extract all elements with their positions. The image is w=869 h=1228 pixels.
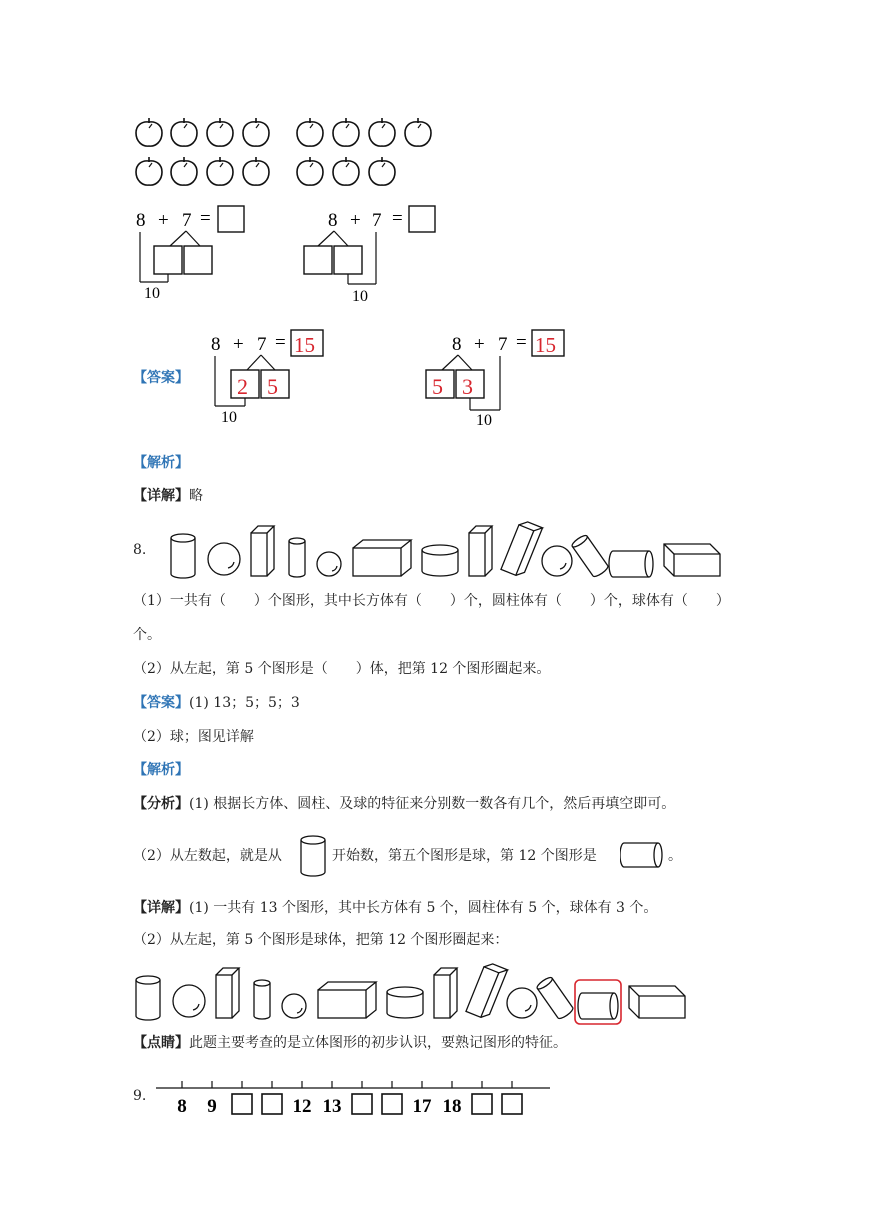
- addend-a: 8: [328, 210, 338, 231]
- plus-sign: +: [158, 210, 169, 231]
- ten-label: 10: [144, 285, 160, 302]
- svg-text:=: =: [516, 332, 527, 353]
- dianjing-label: 【点睛】: [133, 1035, 189, 1051]
- shape-cuboid: [664, 544, 720, 576]
- shape-cuboid: [469, 526, 492, 576]
- detail-label: 【详解】: [133, 488, 189, 504]
- plus-sign: +: [350, 210, 361, 231]
- answer-2: （2）球；图见详解: [133, 729, 254, 745]
- shape-cylinder: [171, 534, 195, 578]
- number-line-blank-box[interactable]: [352, 1094, 372, 1114]
- answer-equation-right: [422, 326, 572, 432]
- fenxi-2-end: 。: [668, 848, 682, 864]
- detail-text: 略: [189, 488, 203, 504]
- ten-label: 10: [352, 288, 368, 305]
- analysis-label: 【解析】: [133, 455, 189, 471]
- split-box-1[interactable]: [304, 246, 332, 274]
- fenxi-1: (1) 根据长方体、圆柱、及球的特征来分别数一数各有几个，然后再填空即可。: [189, 796, 676, 812]
- number-line-blank-box[interactable]: [262, 1094, 282, 1114]
- addend-a: 8: [136, 210, 146, 231]
- addend-b: 7: [182, 210, 192, 231]
- svg-text:7: 7: [257, 334, 267, 355]
- detail-line: [133, 486, 203, 506]
- q8-part1-cont: 个。: [133, 627, 161, 643]
- svg-text:=: =: [275, 332, 286, 353]
- shape-cylinder: [289, 538, 305, 577]
- number-line-label: 18: [442, 1096, 462, 1117]
- answer-equation-left: [205, 326, 335, 430]
- detail-line: [133, 898, 657, 918]
- svg-text:7: 7: [498, 334, 508, 355]
- shape-cylinder: [422, 545, 458, 576]
- shape-sphere: [208, 543, 240, 575]
- dianjing-line: [133, 1033, 567, 1053]
- shape-sphere: [542, 546, 572, 576]
- svg-text:10: 10: [221, 409, 237, 426]
- svg-text:8: 8: [211, 334, 221, 355]
- number-line-blank-box[interactable]: [382, 1094, 402, 1114]
- number-line-blank-box[interactable]: [502, 1094, 522, 1114]
- analysis-label: 【解析】: [133, 762, 189, 778]
- number-line: [150, 1072, 560, 1122]
- shape-cuboid: [251, 526, 274, 576]
- fenxi-2: （2）从左数起，就是从: [133, 848, 282, 864]
- q8-part1: （1）一共有（ ）个图形，其中长方体有（ ）个，圆柱体有（ ）个，球体有（ ）: [133, 593, 730, 609]
- detail-2: （2）从左起，第 5 个图形是球体，把第 12 个图形圈起来：: [133, 932, 509, 948]
- shape-cylinder: [609, 551, 653, 577]
- addend-b: 7: [372, 210, 382, 231]
- sum-box[interactable]: [409, 206, 435, 232]
- split-box-2[interactable]: [184, 246, 212, 274]
- shape-cylinder: [571, 534, 610, 579]
- number-line-label: 17: [412, 1096, 432, 1117]
- svg-text:8: 8: [452, 334, 462, 355]
- solid-shapes-row: [160, 518, 730, 584]
- equals-sign: =: [200, 208, 211, 229]
- svg-text:+: +: [233, 334, 244, 355]
- answer-label: 【答案】: [133, 370, 189, 386]
- answer-1: (1) 13；5；5；3: [189, 695, 300, 711]
- shape-cuboid: [501, 519, 543, 578]
- number-line-label: 9: [207, 1096, 217, 1117]
- detail-label: 【详解】: [133, 900, 189, 916]
- dianjing-text: 此题主要考查的是立体图形的初步认识，要熟记图形的特征。: [189, 1035, 567, 1051]
- svg-text:+: +: [474, 334, 485, 355]
- solid-shapes-row-answer: [125, 958, 695, 1028]
- q8-answer-line: [133, 693, 300, 713]
- number-line-blank-box[interactable]: [232, 1094, 252, 1114]
- equals-sign: =: [392, 208, 403, 229]
- question-number: 9.: [133, 1088, 147, 1104]
- sum-box[interactable]: [218, 206, 244, 232]
- circled-shape-12: [575, 980, 621, 1024]
- answer-sum: 15: [294, 333, 315, 357]
- fenxi-line: [133, 794, 675, 814]
- equation-split-left: [130, 200, 260, 305]
- split-box-2[interactable]: [334, 246, 362, 274]
- split-box-1[interactable]: [154, 246, 182, 274]
- fenxi-label: 【分析】: [133, 796, 189, 812]
- svg-text:10: 10: [476, 412, 492, 429]
- number-line-label: 12: [292, 1096, 312, 1117]
- answer-split-1: 5: [432, 374, 443, 399]
- number-line-label: 13: [322, 1096, 342, 1117]
- equation-split-right: [296, 200, 446, 308]
- answer-split-2: 5: [267, 374, 278, 399]
- cylinder-icon: [296, 832, 330, 880]
- question-number: 8.: [133, 542, 147, 558]
- q8-part2: （2）从左起，第 5 个图形是（ ）体，把第 12 个图形圈起来。: [133, 661, 551, 677]
- answer-sum: 15: [535, 333, 556, 357]
- answer-split-2: 3: [462, 374, 473, 399]
- horizontal-cylinder-icon: [620, 840, 666, 870]
- shape-cuboid: [353, 540, 411, 576]
- answer-label: 【答案】: [133, 695, 189, 711]
- apples-illustration: [130, 112, 440, 190]
- shape-sphere: [317, 552, 341, 576]
- answer-split-1: 2: [237, 374, 248, 399]
- fenxi-2-mid: 开始数，第五个图形是球，第 12 个图形是: [332, 848, 597, 864]
- detail-1: (1) 一共有 13 个图形，其中长方体有 5 个，圆柱体有 5 个，球体有 3 个。: [189, 900, 658, 916]
- number-line-blank-box[interactable]: [472, 1094, 492, 1114]
- number-line-label: 8: [177, 1096, 187, 1117]
